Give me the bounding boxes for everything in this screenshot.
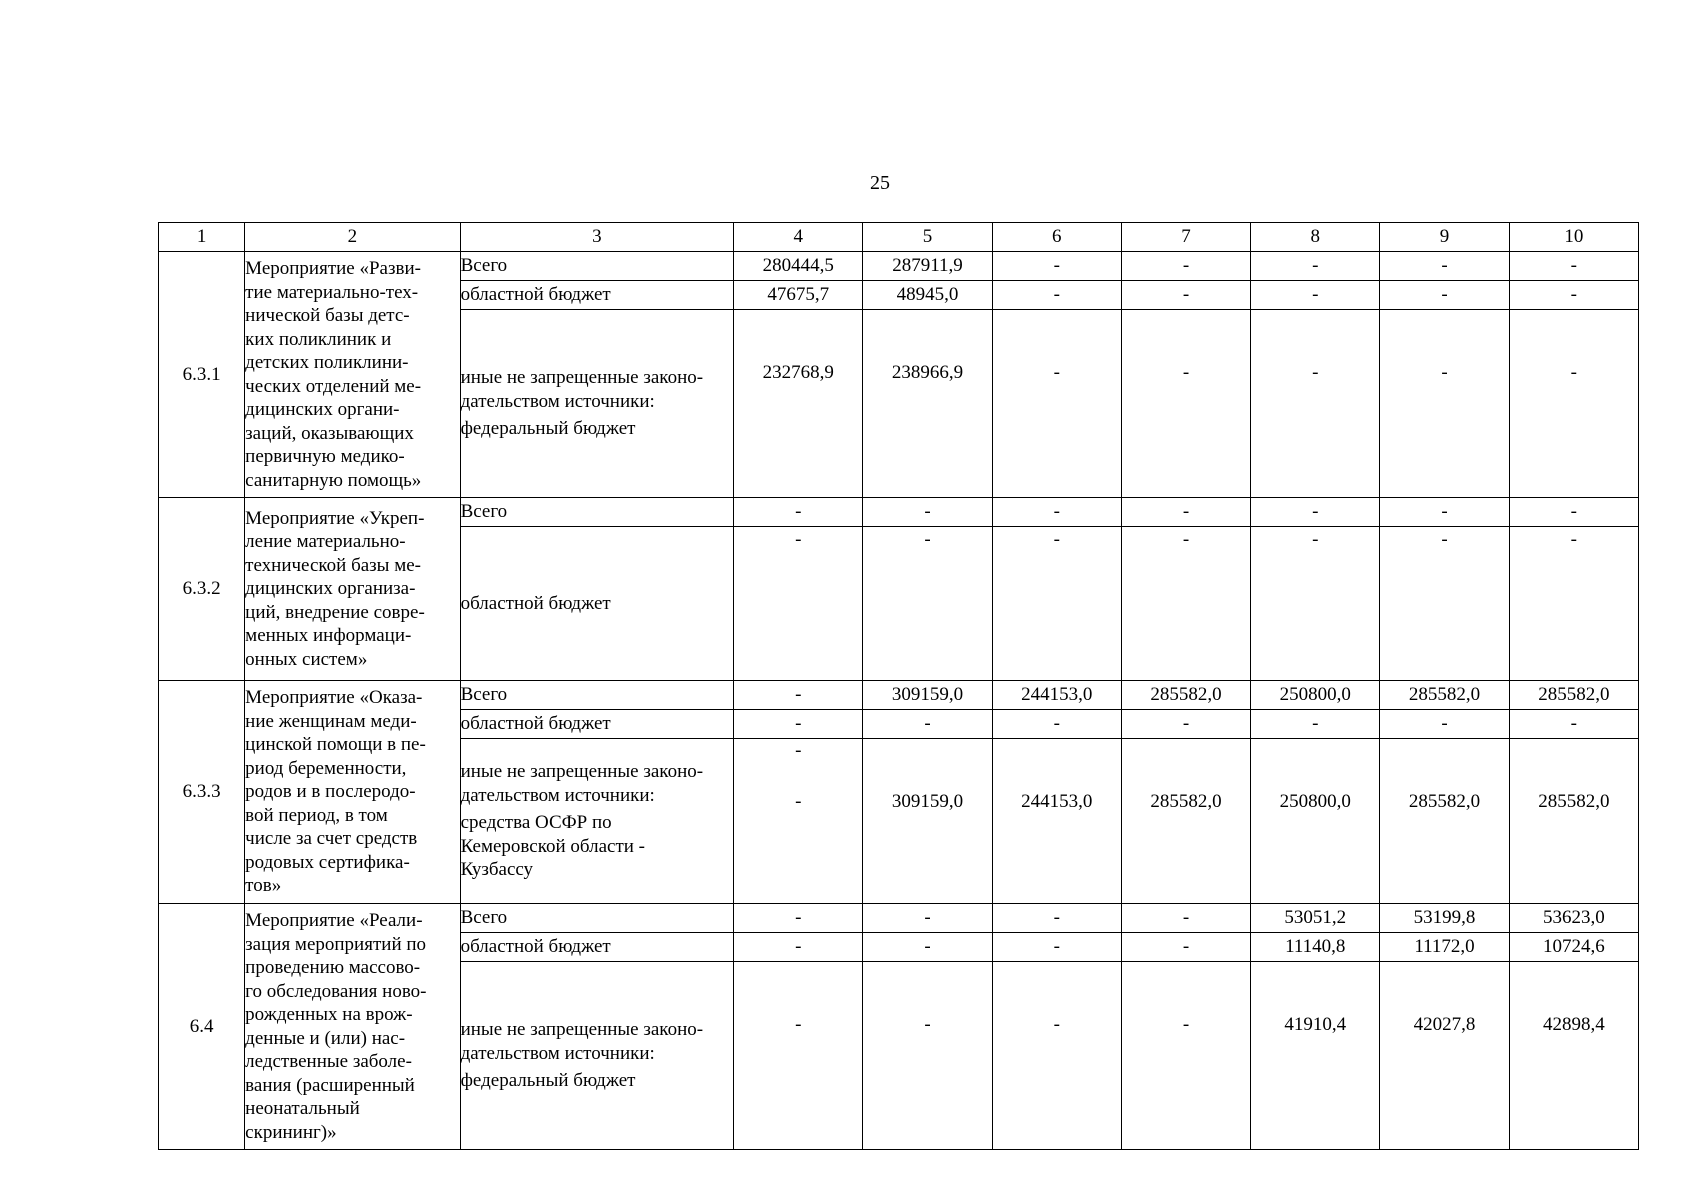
value-cell: - — [1509, 527, 1638, 681]
value-text: - — [1312, 362, 1319, 383]
value-text: - — [795, 791, 802, 812]
value-cell: 285582,0 — [1509, 681, 1638, 710]
value-cell — [1121, 962, 1250, 1150]
value-cell: 48945,0 — [863, 281, 992, 310]
value-text: - — [1441, 362, 1448, 383]
value-text: 41910,4 — [1284, 1014, 1347, 1035]
value-cell: - — [1121, 933, 1250, 962]
value-text: - — [1053, 1014, 1060, 1035]
source-label: Всего — [460, 252, 734, 281]
value-text: - — [1182, 1014, 1190, 1035]
value-cell: - — [734, 527, 863, 681]
value-cell: - — [863, 498, 992, 527]
value-cell: - — [1509, 710, 1638, 739]
table-row — [159, 498, 1639, 527]
value-text: 238966,9 — [891, 362, 964, 383]
value-cell — [1509, 739, 1638, 904]
value-cell: - — [1509, 281, 1638, 310]
value-cell: - — [863, 904, 992, 933]
value-cell: 280444,5 — [734, 252, 863, 281]
row-index: 6.4 — [159, 904, 245, 1150]
row-index: 6.3.1 — [159, 252, 245, 498]
value-text: 285582,0 — [1408, 791, 1481, 812]
source-label — [460, 962, 734, 1150]
value-cell: - — [992, 527, 1121, 681]
value-cell: - — [1380, 281, 1509, 310]
value-cell: 53051,2 — [1251, 904, 1380, 933]
value-cell: 250800,0 — [1251, 681, 1380, 710]
value-cell — [863, 310, 992, 498]
value-cell: - — [734, 498, 863, 527]
source-label: областной бюджет — [460, 281, 734, 310]
value-cell: - — [1380, 527, 1509, 681]
value-cell — [1380, 310, 1509, 498]
value-cell: - — [1380, 498, 1509, 527]
value-text: - — [795, 1014, 802, 1035]
value-cell: - — [1121, 252, 1250, 281]
value-cell — [1251, 962, 1380, 1150]
value-text: 232768,9 — [762, 362, 834, 383]
value-cell — [1380, 962, 1509, 1150]
value-cell: 10724,6 — [1509, 933, 1638, 962]
table-row — [159, 252, 1639, 281]
column-number: 10 — [1509, 223, 1638, 252]
table-body — [159, 223, 1639, 1150]
table-row — [159, 904, 1639, 933]
value-cell: - — [1251, 281, 1380, 310]
value-cell: 11140,8 — [1251, 933, 1380, 962]
source-label: Всего — [460, 498, 734, 527]
value-cell: - — [992, 933, 1121, 962]
source-label: областной бюджет — [460, 527, 734, 681]
other-sources-note: иные не запрещенные законо- дательством источники: — [460, 367, 704, 412]
source-label: областной бюджет — [460, 710, 734, 739]
column-number: 3 — [460, 223, 734, 252]
column-number: 5 — [863, 223, 992, 252]
value-cell: 287911,9 — [863, 252, 992, 281]
value-cell — [1121, 739, 1250, 904]
budget-table — [158, 222, 1639, 1150]
value-text: 42027,8 — [1413, 1014, 1476, 1035]
value-cell: - — [863, 710, 992, 739]
other-sources-note: иные не запрещенные законо- дательством источники: — [460, 761, 704, 806]
column-number: 1 — [159, 223, 245, 252]
value-text: 285582,0 — [1538, 791, 1610, 812]
other-source-label: федеральный бюджет — [460, 418, 636, 440]
value-cell: - — [992, 498, 1121, 527]
column-number-row — [159, 223, 1639, 252]
value-cell: - — [1121, 527, 1250, 681]
value-text: 244153,0 — [1021, 791, 1093, 812]
column-number: 2 — [245, 223, 460, 252]
column-number: 4 — [734, 223, 863, 252]
source-label: областной бюджет — [460, 933, 734, 962]
column-number: 9 — [1380, 223, 1509, 252]
value-cell — [992, 962, 1121, 1150]
value-cell: - — [734, 710, 863, 739]
value-cell: - — [1121, 281, 1250, 310]
value-cell: - — [1251, 498, 1380, 527]
value-cell — [734, 310, 863, 498]
value-cell: - — [734, 904, 863, 933]
other-source-label: федеральный бюджет — [460, 1070, 636, 1092]
value-cell: 53199,8 — [1380, 904, 1509, 933]
value-cell: 285582,0 — [1121, 681, 1250, 710]
value-cell — [734, 962, 863, 1150]
value-cell — [992, 310, 1121, 498]
column-number: 6 — [992, 223, 1121, 252]
value-text: 250800,0 — [1279, 791, 1351, 812]
value-cell: - — [1509, 498, 1638, 527]
measure-name: Мероприятие «Укреп- ление материально- технической базы ме- дицинских организа- ций, внедрение совре- менных информаци- онных систем» — [245, 498, 460, 681]
measure-name: Мероприятие «Разви- тие материально-тех- нической базы детс- ких поликлиник и детских поликлини- ческих отделений ме- дицинских органи- заций, оказывающих первичную медико- санитарную помощь» — [245, 252, 460, 498]
page-number: 25 — [870, 172, 890, 194]
value-cell: - — [734, 933, 863, 962]
value-cell: - — [734, 681, 863, 710]
value-text: - — [1182, 362, 1190, 383]
value-cell: 47675,7 — [734, 281, 863, 310]
source-label — [460, 739, 734, 904]
note-value: - — [795, 740, 802, 761]
value-cell — [992, 739, 1121, 904]
row-index: 6.3.2 — [159, 498, 245, 681]
value-cell — [1251, 310, 1380, 498]
value-text: 285582,0 — [1150, 791, 1222, 812]
value-cell: - — [992, 281, 1121, 310]
value-cell — [734, 739, 863, 904]
value-cell: - — [1251, 527, 1380, 681]
value-cell: - — [1121, 498, 1250, 527]
column-number: 8 — [1251, 223, 1380, 252]
value-text: 42898,4 — [1542, 1014, 1605, 1035]
value-cell: - — [863, 933, 992, 962]
other-sources-note: иные не запрещенные законо- дательством источники: — [460, 1019, 704, 1064]
value-cell: - — [1251, 252, 1380, 281]
value-cell: - — [992, 252, 1121, 281]
value-text: - — [924, 1014, 931, 1035]
row-index: 6.3.3 — [159, 681, 245, 904]
value-cell: - — [1121, 904, 1250, 933]
value-text: - — [1570, 362, 1577, 383]
value-cell: - — [992, 710, 1121, 739]
measure-name: Мероприятие «Реали- зация мероприятий по проведению массово- го обследования ново- рожденных на врож- денные и (или) нас- ледственные заболе- вания (расширенный неонатальный скрининг)» — [245, 904, 460, 1150]
measure-name: Мероприятие «Оказа- ние женщинам меди- цинской помощи в пе- риод беременности, родов и в послеродо- вой период, в том числе за счет средств родовых сертифика- тов» — [245, 681, 460, 904]
value-text: 309159,0 — [891, 791, 964, 812]
value-text: - — [1053, 362, 1060, 383]
other-source-label: средства ОСФР по Кемеровской области - Кузбассу — [460, 812, 645, 881]
value-cell: - — [1251, 710, 1380, 739]
value-cell: - — [1509, 252, 1638, 281]
value-cell — [1251, 739, 1380, 904]
value-cell: - — [1380, 710, 1509, 739]
source-label — [460, 310, 734, 498]
source-label: Всего — [460, 681, 734, 710]
value-cell: 309159,0 — [863, 681, 992, 710]
table-row — [159, 681, 1639, 710]
source-label: Всего — [460, 904, 734, 933]
value-cell: 53623,0 — [1509, 904, 1638, 933]
value-cell: 285582,0 — [1380, 681, 1509, 710]
value-cell: - — [1380, 252, 1509, 281]
value-cell: - — [1121, 710, 1250, 739]
value-cell: - — [992, 904, 1121, 933]
value-cell: 244153,0 — [992, 681, 1121, 710]
column-number: 7 — [1121, 223, 1250, 252]
value-cell: - — [863, 527, 992, 681]
value-cell — [1380, 739, 1509, 904]
value-cell — [1509, 310, 1638, 498]
value-cell — [863, 962, 992, 1150]
value-cell: 11172,0 — [1380, 933, 1509, 962]
value-cell — [863, 739, 992, 904]
value-cell — [1121, 310, 1250, 498]
value-cell — [1509, 962, 1638, 1150]
